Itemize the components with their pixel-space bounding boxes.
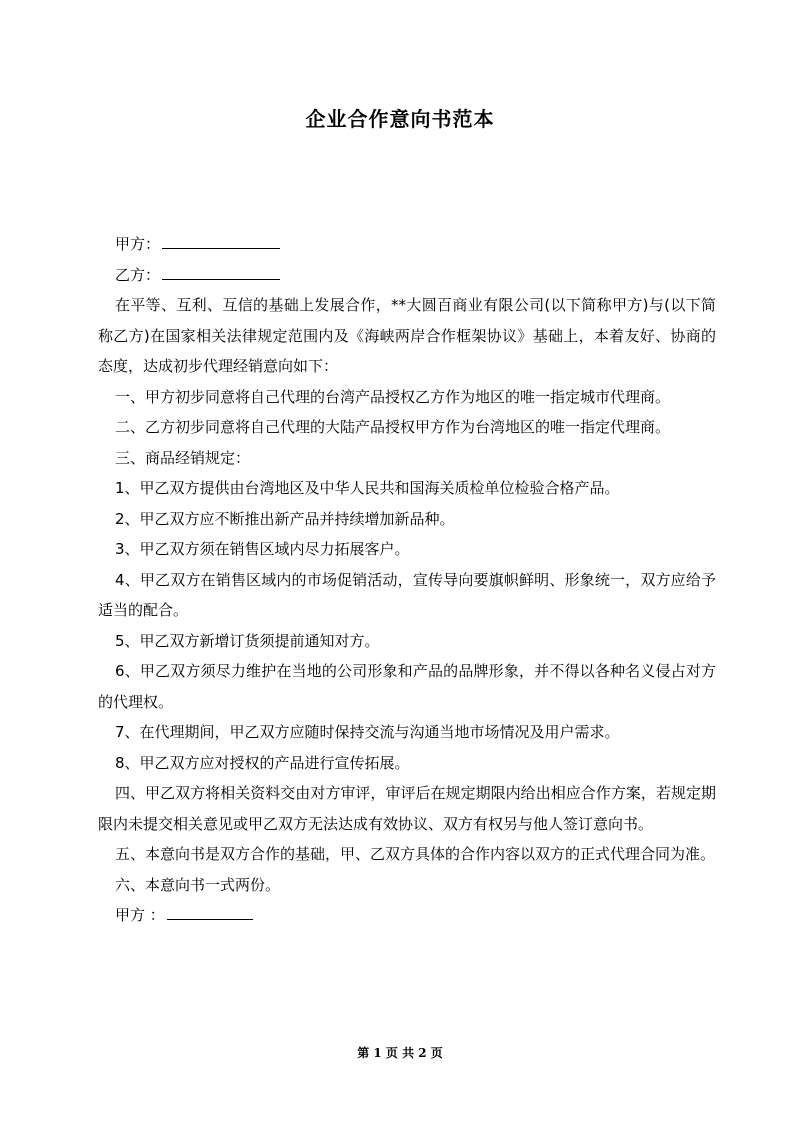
paragraph-intro: 在平等、互利、互信的基础上发展合作，**大圆百商业有限公司(以下简称甲方)与(以下简称乙方)在国家相关法律规定范围内及《海峡两岸合作框架协议》基础上，本着友好、协商的态度，达成初步代理经销意向如下： — [98, 296, 716, 375]
clause-3-5: 5、甲乙双方新增订货须提前通知对方。 — [115, 631, 380, 650]
paragraph-6: 六、本意向书一式两份。 — [115, 875, 281, 894]
party-a-label: 甲方： — [115, 235, 161, 253]
clause-3-2: 2、甲乙双方应不断推出新产品并持续增加新品种。 — [115, 509, 455, 528]
clause-3-1: 1、甲乙双方提供由台湾地区及中华人民共和国海关质检单位检验合格产品。 — [115, 479, 620, 497]
document-body — [98, 229, 716, 931]
paragraph-3: 三、商品经销规定： — [115, 448, 251, 467]
party-b-label: 乙方： — [115, 265, 161, 284]
paragraph-5: 五、本意向书是双方合作的基础，甲、乙双方具体的合作内容以双方的正式代理合同为准。 — [115, 845, 716, 863]
clause-3-6: 6、甲乙双方须尽力维护在当地的公司形象和产品的品牌形象，并不得以各种名义侵占对方的代理权。 — [98, 662, 716, 711]
party-b-line — [98, 260, 716, 291]
clause-3-3: 3、甲乙双方须在销售区域内尽力拓展客户。 — [115, 540, 410, 558]
signature-label: 甲方 ： — [115, 906, 165, 924]
paragraph-1: 一、甲方初步同意将自己代理的台湾产品授权乙方作为地区的唯一指定城市代理商。 — [115, 387, 671, 406]
paragraph-2: 二、乙方初步同意将自己代理的大陆产品授权甲方作为台湾地区的唯一指定代理商。 — [115, 418, 671, 436]
party-a-blank — [162, 234, 280, 249]
signature-blank — [167, 905, 253, 920]
clause-3-8: 8、甲乙双方应对授权的产品进行宣传拓展。 — [115, 753, 410, 772]
clause-3-7: 7、在代理期间，甲乙双方应随时保持交流与沟通当地市场情况及用户需求。 — [115, 723, 620, 741]
page-footer: 第 1 页 共 2 页 — [357, 1046, 443, 1060]
document-title: 企业合作意向书范本 — [305, 107, 495, 131]
party-b-blank — [162, 265, 280, 280]
clause-3-4: 4、甲乙双方在销售区域内的市场促销活动，宣传导向要旗帜鲜明、形象统一，双方应给予适当的配合。 — [98, 570, 716, 619]
party-a-line — [98, 229, 716, 260]
paragraph-4: 四、甲乙双方将相关资料交由对方审评，审评后在规定期限内给出相应合作方案，若规定期限内未提交相关意见或甲乙双方无法达成有效协议、双方有权另与他人签订意向书。 — [98, 784, 716, 833]
signature-line — [98, 900, 716, 931]
